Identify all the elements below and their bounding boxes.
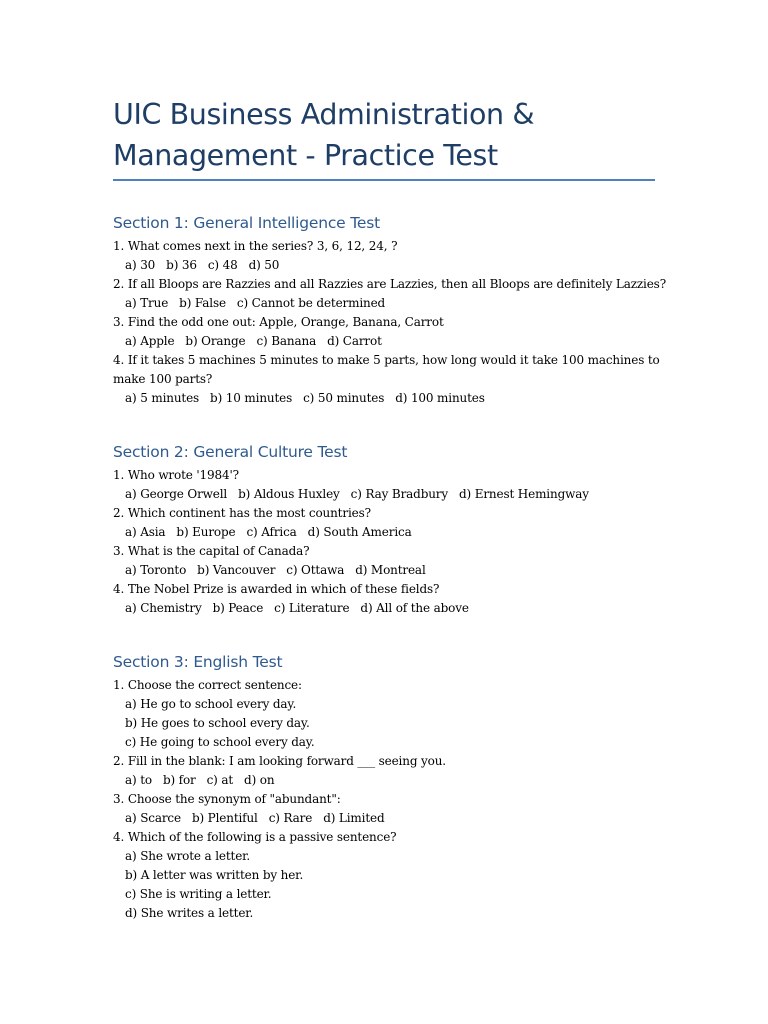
question-text: 2. Fill in the blank: I am looking forward ___ seeing you. — [113, 754, 446, 768]
answer-option: b) He goes to school every day. — [125, 716, 310, 730]
answer-options: a) George Orwell b) Aldous Huxley c) Ray Bradbury d) Ernest Hemingway — [125, 487, 589, 501]
document-title — [113, 94, 655, 176]
answer-option: c) She is writing a letter. — [125, 887, 272, 901]
question-text: 2. If all Bloops are Razzies and all Razzies are Lazzies, then all Bloops are definitely Lazzies? — [113, 277, 666, 291]
answer-option: c) He going to school every day. — [125, 735, 315, 749]
answer-options: a) to b) for c) at d) on — [125, 773, 275, 787]
question-text: 3. Choose the synonym of "abundant": — [113, 792, 341, 806]
question-text: 4. If it takes 5 machines 5 minutes to make 5 parts, how long would it take 100 machines to — [113, 353, 660, 367]
section-heading: Section 3: English Test — [113, 653, 283, 671]
question-text: 4. Which of the following is a passive sentence? — [113, 830, 397, 844]
answer-option: b) A letter was written by her. — [125, 868, 304, 882]
question-text: 3. What is the capital of Canada? — [113, 544, 310, 558]
answer-options: a) Apple b) Orange c) Banana d) Carrot — [125, 334, 382, 348]
answer-options: a) 5 minutes b) 10 minutes c) 50 minutes d) 100 minutes — [125, 391, 485, 405]
answer-options: a) Scarce b) Plentiful c) Rare d) Limited — [125, 811, 385, 825]
answer-options: a) True b) False c) Cannot be determined — [125, 296, 386, 310]
question-text: 2. Which continent has the most countries? — [113, 506, 371, 520]
question-text: 1. What comes next in the series? 3, 6, 12, 24, ? — [113, 239, 398, 253]
answer-options: a) Chemistry b) Peace c) Literature d) All of the above — [125, 601, 469, 615]
title-underline — [113, 179, 655, 181]
answer-options: a) Asia b) Europe c) Africa d) South America — [125, 525, 412, 539]
answer-option: d) She writes a letter. — [125, 906, 254, 920]
answer-options: a) 30 b) 36 c) 48 d) 50 — [125, 258, 280, 272]
question-text: 1. Who wrote '1984'? — [113, 468, 239, 482]
question-text: 4. The Nobel Prize is awarded in which of these fields? — [113, 582, 440, 596]
question-text: 1. Choose the correct sentence: — [113, 678, 302, 692]
section-general-intelligence — [113, 213, 666, 408]
question-text-continued: make 100 parts? — [113, 372, 213, 386]
section-heading: Section 1: General Intelligence Test — [113, 214, 380, 232]
answer-option: a) She wrote a letter. — [125, 849, 251, 863]
section-heading: Section 2: General Culture Test — [113, 443, 348, 461]
title-line-1: UIC Business Administration & — [113, 98, 535, 131]
answer-options: a) Toronto b) Vancouver c) Ottawa d) Montreal — [125, 563, 426, 577]
title-line-2: Management - Practice Test — [113, 139, 498, 172]
section-english — [113, 652, 655, 923]
answer-option: a) He go to school every day. — [125, 697, 297, 711]
question-text: 3. Find the odd one out: Apple, Orange, Banana, Carrot — [113, 315, 444, 329]
section-general-culture — [113, 442, 655, 618]
